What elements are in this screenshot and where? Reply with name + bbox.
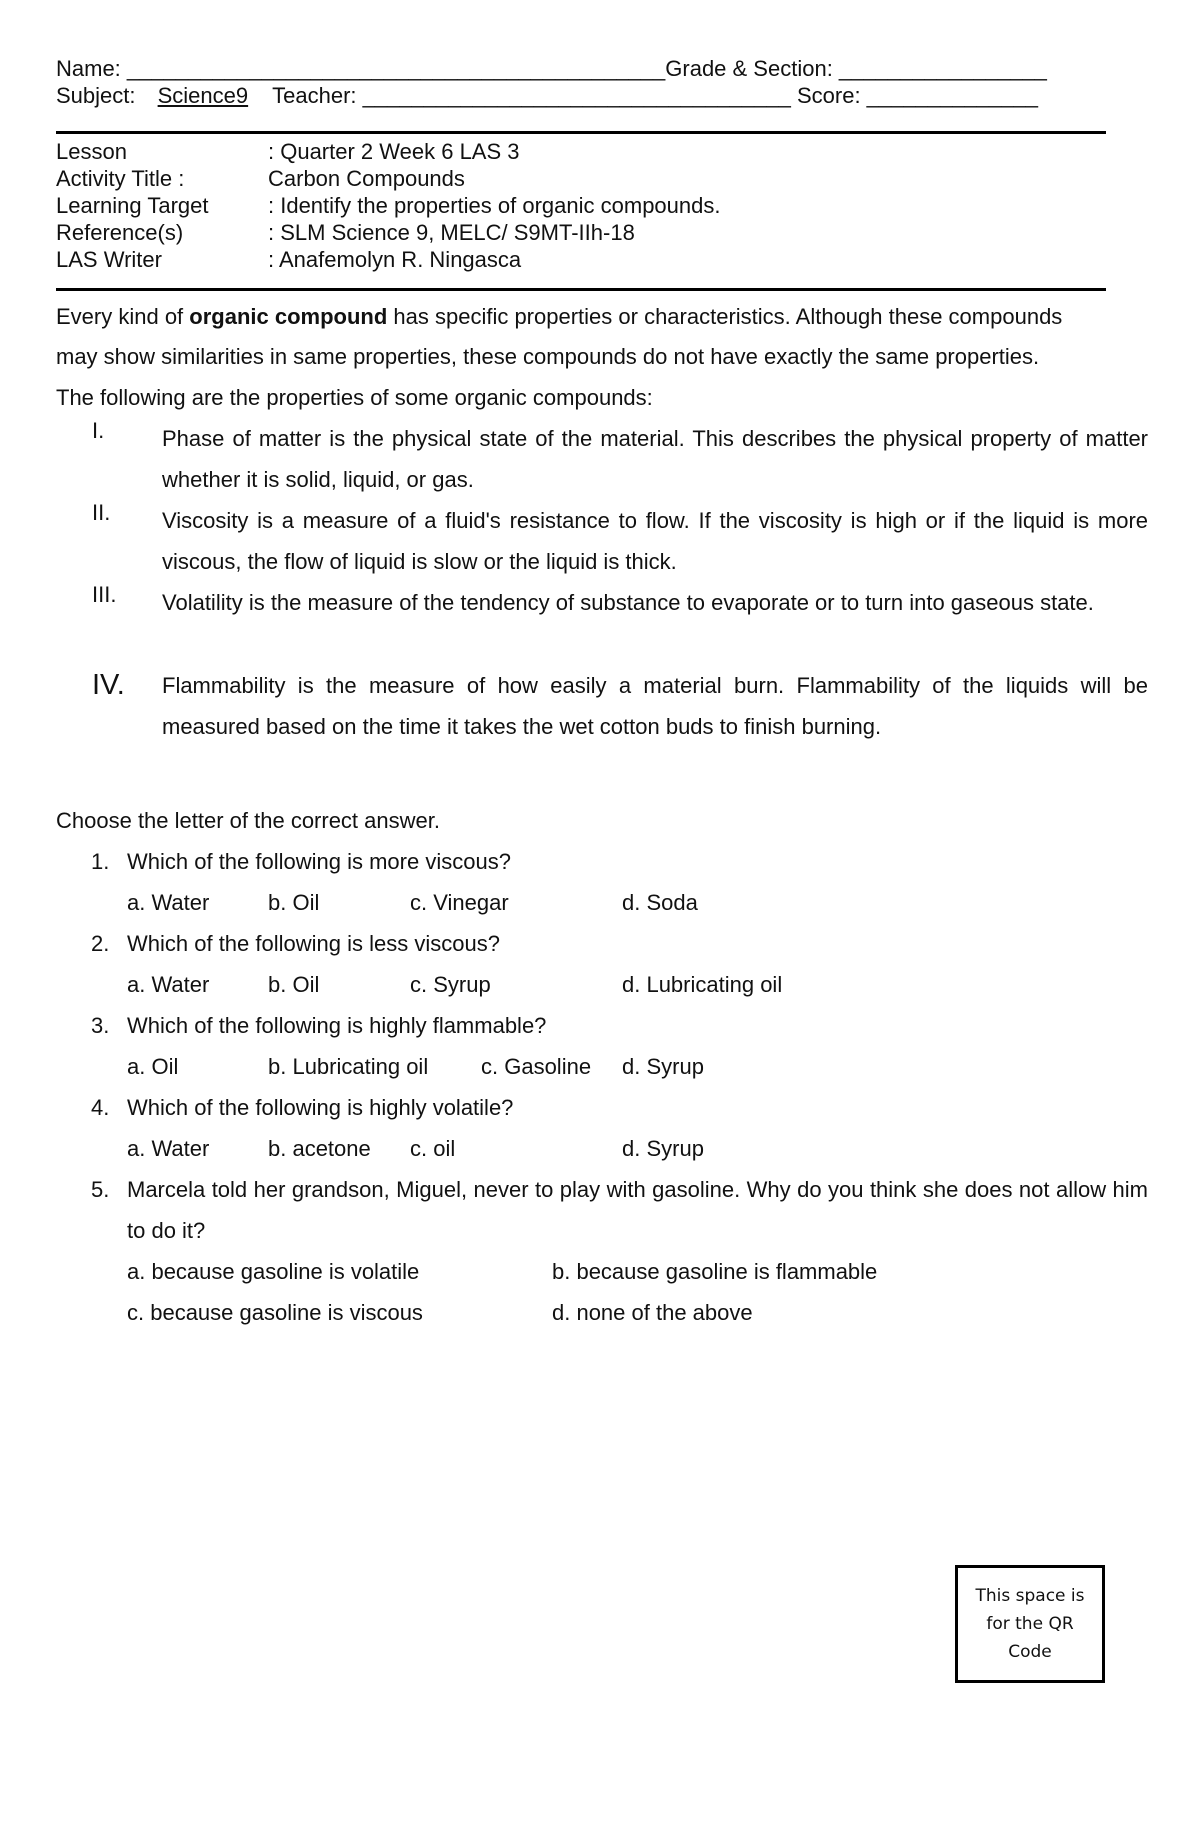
- subject-value: Science9: [157, 83, 249, 108]
- instructions: Choose the letter of the correct answer.: [56, 808, 440, 833]
- intro-line-1: [56, 297, 1148, 338]
- intro-line-3: The following are the properties of some organic compounds:: [56, 385, 653, 410]
- option-c: c. Gasoline: [481, 1054, 592, 1079]
- intro-prefix: Every kind of: [56, 304, 190, 329]
- option-a: a. Water: [127, 890, 210, 915]
- option-b: b. Oil: [268, 890, 320, 915]
- option-c: c. because gasoline is viscous: [127, 1300, 423, 1325]
- reference-label: Reference(s): [56, 220, 184, 245]
- option-b: b. because gasoline is flammable: [552, 1259, 878, 1284]
- option-c: c. Syrup: [410, 972, 491, 997]
- option-a: a. Water: [127, 972, 210, 997]
- option-d: d. Lubricating oil: [622, 972, 783, 997]
- question-number: 2.: [91, 931, 110, 956]
- question-number: 5.: [91, 1177, 110, 1202]
- teacher-score-fields: Teacher: ___________________________________ Score: ______________: [272, 83, 1038, 108]
- question-text: Which of the following is highly flammable?: [127, 1013, 547, 1038]
- activity-title-value: Carbon Compounds: [268, 166, 465, 191]
- question-number: 4.: [91, 1095, 110, 1120]
- option-a: a. because gasoline is volatile: [127, 1259, 420, 1284]
- property-item: [92, 582, 1148, 664]
- las-writer-value: : Anafemolyn R. Ningasca: [268, 247, 522, 272]
- header-divider-bottom: [56, 288, 1106, 291]
- learning-target-value: : Identify the properties of organic compounds.: [268, 193, 721, 218]
- property-text: Viscosity is a measure of a fluid's resistance to flow. If the viscosity is high or if the liquid is more viscous, the flow of liquid is slow or the liquid is thick.: [162, 508, 1148, 574]
- learning-target-label: Learning Target: [56, 193, 209, 218]
- question-number: 1.: [91, 849, 110, 874]
- property-item: [92, 665, 1148, 747]
- qr-code-placeholder: This space is for the QR Code: [955, 1565, 1105, 1683]
- question-number: 3.: [91, 1013, 110, 1038]
- subject-label: Subject:: [56, 83, 142, 108]
- option-d: d. Syrup: [622, 1136, 704, 1161]
- lesson-label: Lesson: [56, 139, 127, 164]
- property-item: [92, 500, 1148, 582]
- header-divider-top: [56, 131, 1106, 134]
- option-d: d. none of the above: [552, 1300, 753, 1325]
- reference-value: : SLM Science 9, MELC/ S9MT-IIh-18: [268, 220, 635, 245]
- option-d: d. Soda: [622, 890, 698, 915]
- activity-title-label: Activity Title :: [56, 166, 185, 191]
- las-writer-label: LAS Writer: [56, 247, 162, 272]
- option-d: d. Syrup: [622, 1054, 704, 1079]
- property-number: IV.: [92, 669, 125, 701]
- property-text: Flammability is the measure of how easily a material burn. Flammability of the liquids will be measured based on the time it takes the wet cotton buds to finish burning.: [162, 673, 1148, 739]
- property-number: I.: [92, 418, 105, 443]
- option-c: c. oil: [410, 1136, 456, 1161]
- property-text: Phase of matter is the physical state of the material. This describes the physical property of matter whether it is solid, liquid, or gas.: [162, 426, 1148, 492]
- option-a: a. Water: [127, 1136, 210, 1161]
- property-number: III.: [92, 582, 117, 607]
- question-text: Which of the following is highly volatile?: [127, 1095, 514, 1120]
- intro-bold-term: organic compound: [189, 304, 388, 329]
- option-c: c. Vinegar: [410, 890, 509, 915]
- question-text: Marcela told her grandson, Miguel, never to play with gasoline. Why do you think she does not allow him to do it?: [127, 1177, 1148, 1243]
- question-text: Which of the following is less viscous?: [127, 931, 500, 956]
- option-b: b. acetone: [268, 1136, 371, 1161]
- question-text: Which of the following is more viscous?: [127, 849, 511, 874]
- property-text: Volatility is the measure of the tendency of substance to evaporate or to turn into gaseous state.: [162, 590, 1094, 615]
- option-a: a. Oil: [127, 1054, 179, 1079]
- property-number: II.: [92, 500, 111, 525]
- intro-rest: has specific properties or characteristics. Although these compounds: [387, 304, 1063, 329]
- name-grade-line: Name: ____________________________________________Grade & Section: _________________: [56, 56, 1047, 81]
- subject-teacher-line: [56, 82, 1038, 109]
- intro-line-2: may show similarities in same properties, these compounds do not have exactly the same properties.: [56, 344, 1040, 369]
- property-item: [92, 418, 1148, 500]
- option-b: b. Oil: [268, 972, 320, 997]
- option-b: b. Lubricating oil: [268, 1054, 429, 1079]
- lesson-value: : Quarter 2 Week 6 LAS 3: [268, 139, 520, 164]
